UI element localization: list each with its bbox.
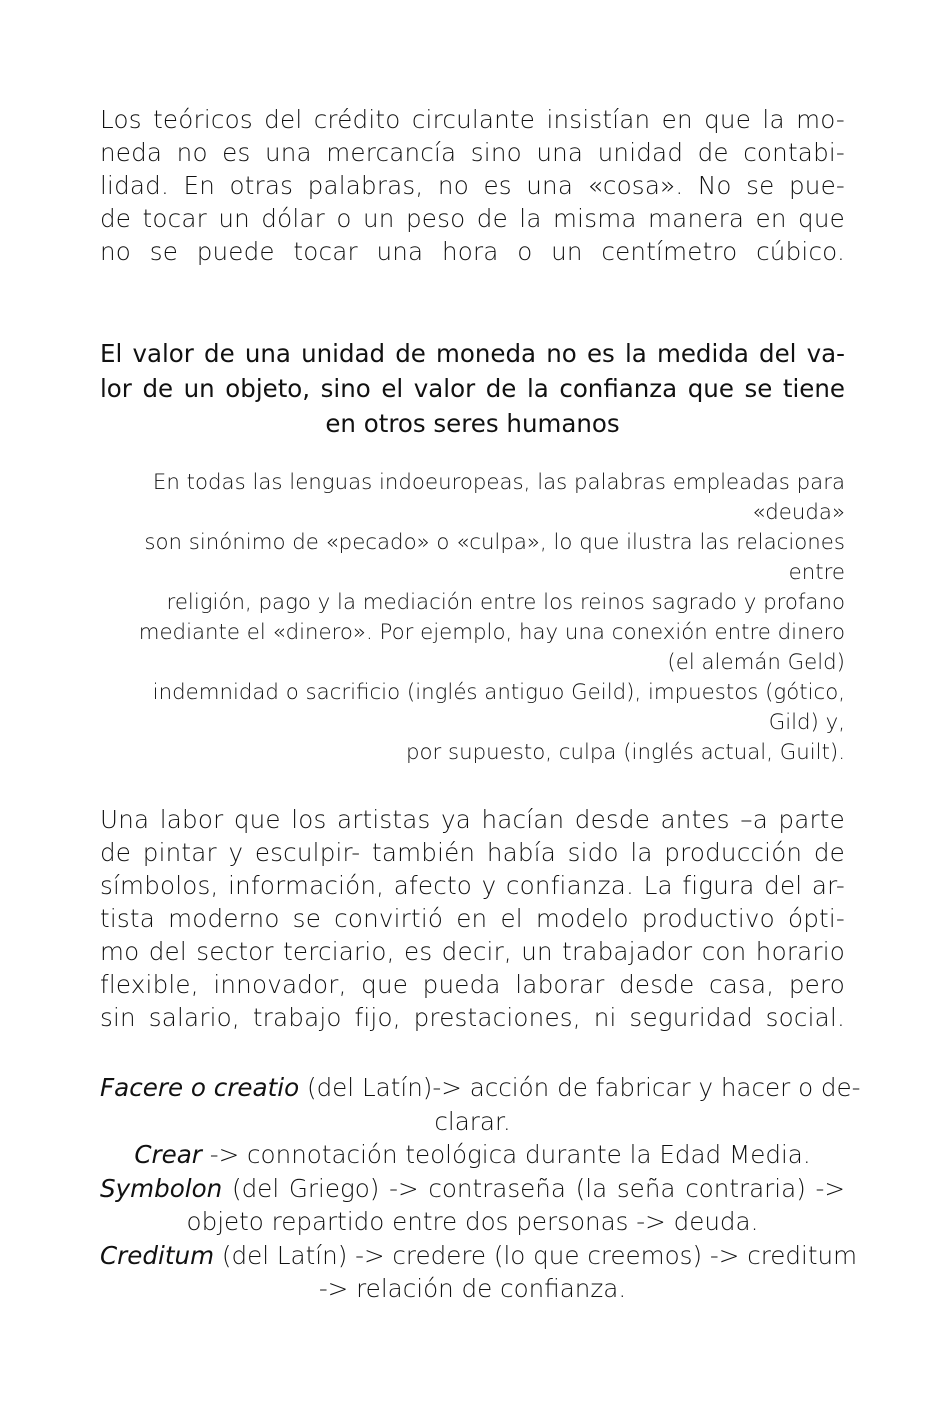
- term: Symbolon: [100, 1173, 223, 1203]
- text-line: lidad. En otras palabras, no es una «cosa». No se pue-: [100, 171, 845, 200]
- text-line: sin salario, trabajo fijo, prestaciones, ni seguridad social.: [100, 1003, 845, 1032]
- text-line: Los teóricos del crédito circulante insistían en que la mo-: [100, 105, 845, 134]
- text-line: tista moderno se convirtió en el modelo productivo ópti-: [100, 904, 845, 933]
- paragraph-credit-theory: [100, 103, 845, 268]
- text-line: neda no es una mercancía sino una unidad de contabi-: [100, 138, 845, 167]
- quote-line: indemnidad o sacrificio (inglés antiguo Geild), impuestos (gótico,: [152, 680, 845, 705]
- quote-line: Gild) y,: [768, 710, 845, 735]
- text-line: de tocar un dólar o un peso de la misma manera en que: [100, 204, 845, 233]
- quote-line: son sinónimo de «pecado» o «culpa», lo que ilustra las relaciones: [144, 530, 845, 555]
- definition-text: (del Latín)-> acción de fabricar y hacer o de-: [299, 1073, 861, 1102]
- quote-line: (el alemán Geld): [667, 650, 845, 675]
- term: Facere o creatio: [100, 1073, 300, 1102]
- text-line: no se puede tocar una hora o un centímetro cúbico.: [100, 237, 845, 266]
- definition-line: [100, 1071, 861, 1105]
- term: Crear: [134, 1140, 202, 1169]
- quote-line: religión, pago y la mediación entre los reinos sagrado y profano: [166, 590, 845, 615]
- text-line: símbolos, información, afecto y confianza. La figura del ar-: [100, 871, 845, 900]
- text-line: flexible, innovador, que pueda laborar desde casa, pero: [100, 970, 845, 999]
- quote-line: «deuda»: [752, 500, 845, 525]
- quote-line: En todas las lenguas indoeuropeas, las palabras empleadas para: [152, 470, 845, 495]
- definition-text: (del Latín) -> credere (lo que creemos) -> creditum: [214, 1240, 858, 1270]
- heading-line: El valor de una unidad de moneda no es la medida del va-: [100, 339, 845, 368]
- definition-text: (del Griego) -> contraseña (la seña contraria) ->: [222, 1173, 845, 1203]
- term: Creditum: [100, 1240, 215, 1270]
- definition-line: -> relación de confianza.: [318, 1274, 627, 1303]
- quote-line: mediante el «dinero». Por ejemplo, hay una conexión entre dinero: [138, 620, 845, 645]
- definition-text: -> connotación teológica durante la Edad Media.: [201, 1140, 811, 1169]
- definition-line: objeto repartido entre dos personas -> deuda.: [186, 1207, 759, 1236]
- etymology-definitions: [100, 1071, 861, 1306]
- definition-line: [100, 1138, 845, 1172]
- text-line: de pintar y esculpir- también había sido la producción de: [100, 838, 845, 867]
- quote-line: entre: [788, 560, 845, 585]
- text-line: Una labor que los artistas ya hacían desde antes –a parte: [100, 805, 845, 834]
- block-quote-indoeuropean: [100, 468, 845, 768]
- definition-line: clarar.: [434, 1106, 511, 1136]
- text-line: mo del sector terciario, es decir, un trabajador con horario: [100, 937, 845, 966]
- heading-line: lor de un objeto, sino el valor de la confianza que se tiene: [100, 374, 845, 403]
- paragraph-artist-labor: [100, 803, 845, 1034]
- heading-line: en otros seres humanos: [325, 409, 620, 438]
- definition-line: [100, 1172, 845, 1206]
- definition-line: [100, 1239, 858, 1273]
- section-heading: [100, 336, 845, 441]
- quote-line: por supuesto, culpa (inglés actual, Guilt).: [405, 740, 845, 765]
